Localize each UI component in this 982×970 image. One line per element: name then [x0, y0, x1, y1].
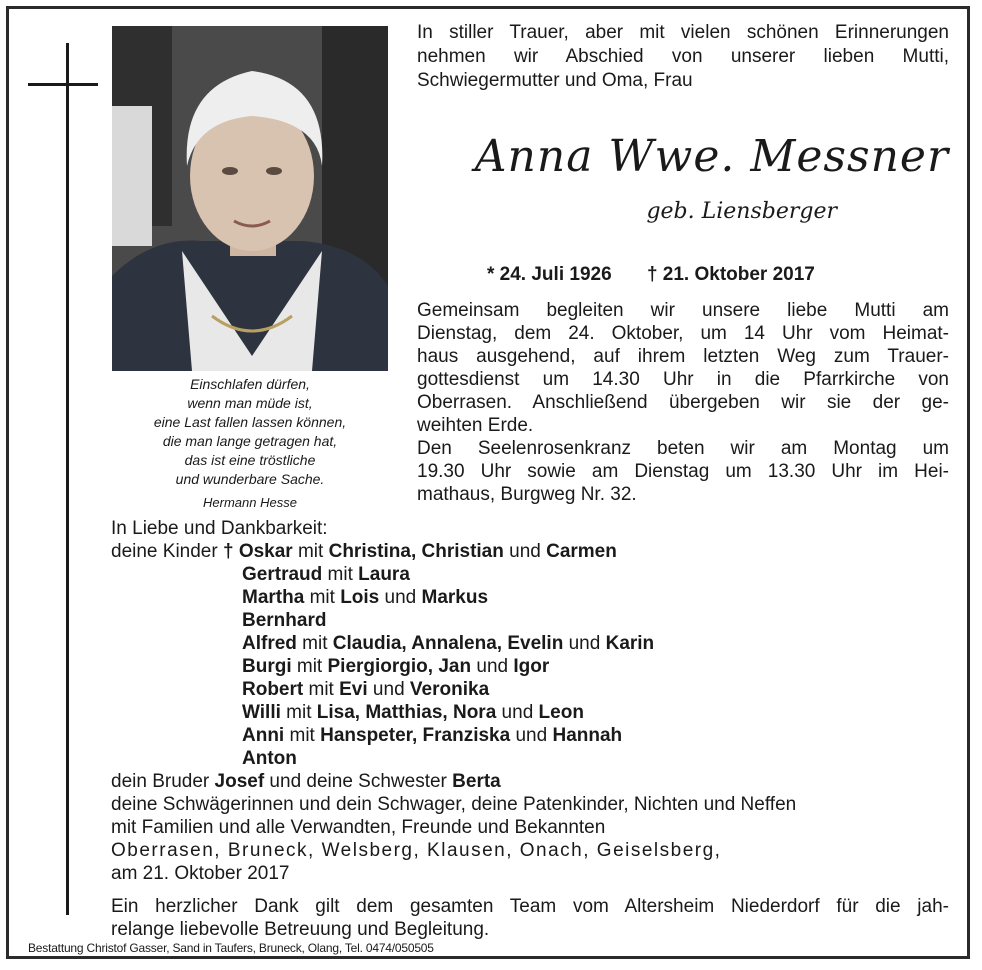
connector-text: und: [367, 679, 410, 700]
grandchildren: Lois: [340, 587, 380, 608]
family-list: [111, 517, 951, 885]
grandchildren: Christina, Christian: [328, 541, 504, 562]
quote-line: eine Last fallen lassen können,: [153, 414, 347, 430]
quote-author: Hermann Hesse: [203, 495, 297, 510]
grandchildren: Laura: [358, 564, 410, 585]
maiden-name: geb. Liensberger: [646, 199, 837, 224]
child-row: [111, 609, 951, 632]
child-name: Burgi: [242, 656, 292, 677]
life-dates: [487, 264, 845, 286]
child-row: [111, 724, 951, 747]
info-line: gottesdienst um 14.30 Uhr in die Pfarrkirche von: [417, 369, 949, 390]
grandchildren: Evi: [339, 679, 368, 700]
connector-text: mit: [304, 587, 341, 608]
connector-text: und: [510, 725, 553, 746]
sister-name: Berta: [452, 771, 501, 792]
info-line: Dienstag, dem 24. Oktober, um 14 Uhr vom Heimat-: [417, 323, 949, 344]
grandchildren: Piergiorgio, Jan: [327, 656, 472, 677]
grandchildren: Hanspeter, Franziska: [320, 725, 511, 746]
connector-text: und: [379, 587, 422, 608]
child-name: Anni: [242, 725, 285, 746]
child-row: [111, 632, 951, 655]
connector-text: mit: [280, 702, 317, 723]
thanks-text: [111, 895, 949, 941]
grandchild-last: Karin: [605, 633, 655, 654]
connector-text: mit: [284, 725, 321, 746]
grandchild-last: Hannah: [552, 725, 623, 746]
intro-line: Schwiegermutter und Oma, Frau: [417, 70, 693, 91]
portrait-photo: [112, 26, 388, 371]
grandchild-last: Markus: [421, 587, 489, 608]
child-row: [111, 586, 951, 609]
quote-line: das ist eine tröstliche: [184, 452, 316, 468]
child-name: † Oskar: [222, 541, 293, 562]
deceased-name: Anna Wwe. Messner: [474, 131, 949, 182]
family-heading: In Liebe und Dankbarkeit:: [111, 518, 328, 539]
child-row: [111, 678, 951, 701]
quote-line: die man lange getragen hat,: [162, 433, 338, 449]
child-name: Robert: [242, 679, 304, 700]
grandchild-last: Veronika: [409, 679, 490, 700]
intro-text: [417, 21, 949, 93]
child-name: Alfred: [242, 633, 297, 654]
connector-text: mit: [296, 633, 333, 654]
places-line: Oberrasen, Bruneck, Welsberg, Klausen, Onach, Geiselsberg,: [111, 840, 722, 861]
thanks-line: Ein herzlicher Dank gilt dem gesamten Team vom Altersheim Niederdorf für die jah-: [111, 896, 949, 917]
child-row: [111, 747, 951, 770]
info-line: haus ausgehend, auf ihrem letzten Weg zum Trauer-: [417, 346, 949, 367]
info-line: Oberrasen. Anschließend übergeben wir sie der ge-: [417, 392, 949, 413]
relatives-line: mit Familien und alle Verwandten, Freunde und Bekannten: [111, 817, 606, 838]
funeral-home-footer: Bestattung Christof Gasser, Sand in Taufers, Bruneck, Olang, Tel. 0474/050505: [28, 941, 434, 955]
grandchildren: Lisa, Matthias, Nora: [316, 702, 497, 723]
info-line: 19.30 Uhr sowie am Dienstag um 13.30 Uhr im Hei-: [417, 461, 949, 482]
connector-text: mit: [291, 656, 328, 677]
child-name: Anton: [242, 748, 297, 769]
grandchild-last: Carmen: [546, 541, 617, 562]
connector-text: mit: [292, 541, 329, 562]
child-name: Willi: [242, 702, 281, 723]
connector-text: und: [563, 633, 606, 654]
connector-text: mit: [322, 564, 359, 585]
cross-icon-bar: [28, 83, 98, 86]
birth-date: * 24. Juli 1926: [487, 264, 612, 285]
connector-text: und: [471, 656, 514, 677]
siblings-row: [111, 770, 951, 793]
child-row: [111, 563, 951, 586]
quote-line: und wunderbare Sache.: [175, 471, 325, 487]
thanks-line: relange liebevolle Betreuung und Begleitung.: [111, 919, 490, 940]
connector-text: und: [503, 541, 547, 562]
info-line: mathaus, Burgweg Nr. 32.: [417, 484, 637, 505]
intro-line: nehmen wir Abschied von unserer lieben Mutti,: [417, 46, 949, 67]
child-row: [111, 655, 951, 678]
grandchild-last: Igor: [513, 656, 550, 677]
brother-name: Josef: [214, 771, 265, 792]
children-prefix: deine Kinder: [111, 541, 223, 562]
funeral-info: [417, 299, 949, 506]
info-line: weihten Erde.: [417, 415, 534, 436]
obituary-notice: [6, 6, 970, 959]
child-name: Gertraud: [242, 564, 323, 585]
date-line: am 21. Oktober 2017: [111, 863, 290, 884]
relatives-line: deine Schwägerinnen und dein Schwager, deine Patenkinder, Nichten und Neffen: [111, 794, 797, 815]
info-line: Den Seelenrosenkranz beten wir am Montag um: [417, 438, 949, 459]
child-row: [111, 701, 951, 724]
grandchildren: Claudia, Annalena, Evelin: [332, 633, 564, 654]
cross-icon: [66, 43, 69, 915]
intro-line: In stiller Trauer, aber mit vielen schönen Erinnerungen: [417, 22, 949, 43]
child-name: Martha: [242, 587, 305, 608]
connector-text: und deine Schwester: [264, 771, 453, 792]
death-date: † 21. Oktober 2017: [646, 264, 815, 285]
connector-text: und: [496, 702, 539, 723]
quote-block: [112, 375, 388, 512]
child-name: Bernhard: [242, 610, 327, 631]
child-row: [111, 540, 951, 563]
connector-text: dein Bruder: [111, 771, 215, 792]
quote-line: wenn man müde ist,: [187, 395, 313, 411]
info-line: Gemeinsam begleiten wir unsere liebe Mutti am: [417, 300, 949, 321]
quote-line: Einschlafen dürfen,: [190, 376, 310, 392]
connector-text: mit: [303, 679, 340, 700]
grandchild-last: Leon: [538, 702, 584, 723]
